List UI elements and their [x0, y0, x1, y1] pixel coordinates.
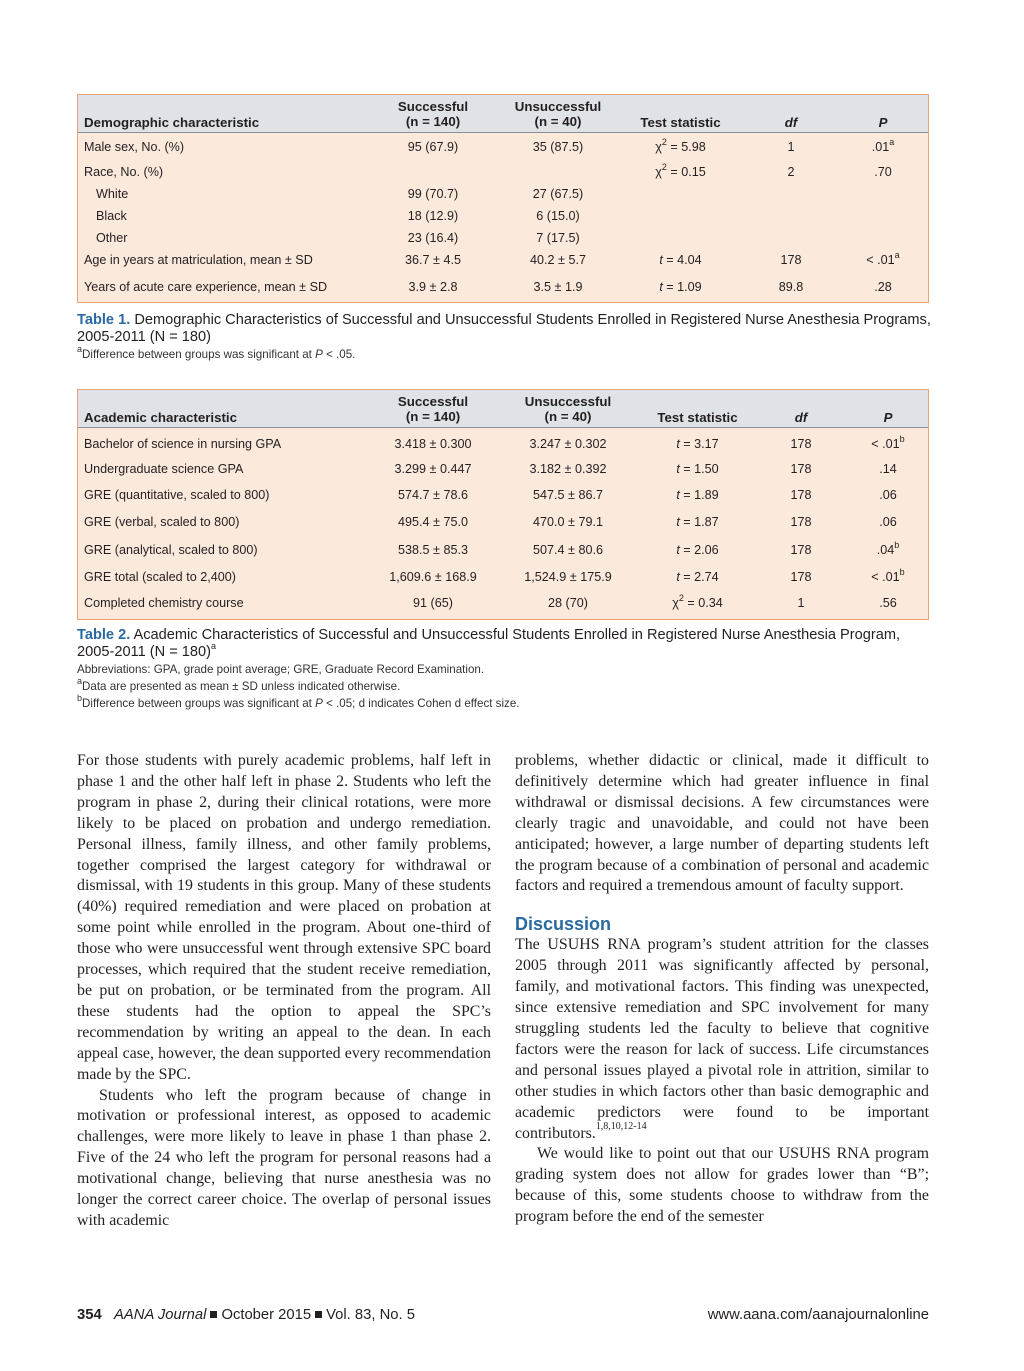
col-header-p: P — [878, 115, 888, 130]
paragraph: We would like to point out that our USUHS RNA program grading system does not allow for grades lower than “B”; because of this, some students choose to withdraw from the program before the end of the semester — [515, 1145, 929, 1226]
cell-df: 178 — [790, 515, 812, 529]
cell-p-value: < .01$^b$ — [871, 566, 905, 584]
row-label: Black — [96, 209, 127, 223]
cell-successful: 495.4 ± 75.0 — [398, 515, 468, 529]
col-header-test-statistic: Test statistic — [657, 410, 738, 425]
table-1-caption-text: Demographic Characteristics of Successful and Unsuccessful Students Enrolled in Registered Nurse Anesthesia Programs, 2005-2011 (N = 180) — [77, 312, 931, 345]
volume-number: Vol. 83, No. 5 — [326, 1307, 415, 1323]
journal-name: AANA Journal — [114, 1307, 207, 1323]
cell-test-statistic: t = 1.50 — [676, 462, 719, 476]
col-header-unsuccessful: Unsuccessful (n = 40) — [524, 394, 612, 424]
col-header-unsuccessful: Unsuccessful (n = 40) — [514, 99, 602, 129]
body-column-right — [515, 751, 929, 1228]
cell-p-value: .70 — [874, 165, 892, 179]
cell-test-statistic: t = 4.04 — [659, 253, 702, 267]
cell-test-statistic: t = 3.17 — [676, 437, 719, 451]
cell-df: 178 — [790, 488, 812, 502]
cell-test-statistic: t = 2.06 — [676, 543, 719, 557]
body-column-left — [77, 751, 491, 1232]
cell-p-value: .28 — [874, 280, 892, 294]
col-header-test-statistic: Test statistic — [640, 115, 721, 130]
cell-unsuccessful: 1,524.9 ± 175.9 — [524, 570, 612, 584]
cell-test-statistic: t = 2.74 — [676, 570, 719, 584]
cell-unsuccessful: 40.2 ± 5.7 — [530, 253, 586, 267]
cell-df: 2 — [787, 165, 795, 179]
cell-unsuccessful: 3.247 ± 0.302 — [529, 437, 607, 451]
col-header-df: df — [784, 115, 798, 130]
col-header-successful: Successful (n = 140) — [397, 99, 469, 129]
row-label: GRE (analytical, scaled to 800) — [84, 543, 258, 557]
row-label: GRE (quantitative, scaled to 800) — [84, 488, 270, 502]
cell-test-statistic: $\chi^2 = 0.15$ — [655, 161, 706, 179]
row-label: Race, No. (%) — [84, 165, 164, 179]
cell-unsuccessful: 35 (87.5) — [532, 140, 584, 154]
cell-successful: 574.7 ± 78.6 — [398, 488, 468, 502]
bullet-square-icon — [210, 1311, 217, 1318]
row-label: Other — [96, 231, 128, 245]
col-header-p: P — [883, 410, 893, 425]
row-label: White — [96, 187, 129, 201]
cell-successful: 3.418 ± 0.300 — [394, 437, 472, 451]
section-heading-discussion: Discussion — [515, 914, 612, 935]
table-2-footnote-abbreviations: Abbreviations: GPA, grade point average; GRE, Graduate Record Examination. — [77, 663, 485, 676]
cell-df: 178 — [780, 253, 802, 267]
journal-url: www.aana.com/aanajournalonline — [707, 1307, 929, 1323]
citation-refs: 1,8,10,12-14 — [595, 1121, 647, 1133]
col-header-successful: Successful (n = 140) — [397, 394, 469, 424]
cell-df: 1 — [787, 140, 795, 154]
col-header-characteristic: Academic characteristic — [84, 410, 237, 425]
cell-p-value: .01$^a$ — [871, 136, 895, 154]
cell-df: 178 — [790, 437, 812, 451]
paragraph: For those students with purely academic problems, half left in phase 1 and the other half left in phase 2. Students who left the program in phase 2, during their clinical rotations, were more likely to be placed on probation and undergo remediation. Personal illness, family illness, and other family problems, together comprised the largest category for withdrawal or dismissal, with 19 students in this group. Many of these students (40%) required remediation and were placed on probation at some point while enrolled in the program. About one-third of those who were unsuccessful went through extensive SPC board processes, which required that the student receive remediation, be put on probation, or be terminated from the program. All these students had the option to appeal the SPC’s recommendation by writing an appeal to the dean. In each appeal case, however, the dean supported every recommendation made by the SPC. — [77, 752, 491, 1083]
cell-successful: 36.7 ± 4.5 — [405, 253, 461, 267]
cell-successful: 99 (70.7) — [407, 187, 459, 201]
cell-df: 89.8 — [778, 280, 804, 294]
cell-successful: 1,609.6 ± 168.9 — [389, 570, 477, 584]
cell-df: 1 — [797, 596, 805, 610]
cell-df: 178 — [790, 543, 812, 557]
cell-test-statistic: $\chi^2 = 5.98$ — [655, 136, 706, 154]
table-1-header — [78, 95, 928, 133]
cell-p-value: < .01$^b$ — [871, 433, 905, 451]
cell-successful: 91 (65) — [413, 596, 453, 610]
page-footer-left — [77, 1306, 415, 1324]
cell-successful: 23 (16.4) — [407, 231, 459, 245]
row-label: GRE (verbal, scaled to 800) — [84, 515, 240, 529]
cell-p-value: .04$^b$ — [876, 539, 900, 557]
bullet-square-icon — [315, 1311, 322, 1318]
col-header-characteristic: Demographic characteristic — [84, 115, 260, 130]
cell-unsuccessful: 6 (15.0) — [536, 209, 580, 223]
page-number: 354 — [77, 1307, 102, 1323]
row-label: Age in years at matriculation, mean ± SD — [84, 253, 313, 267]
cell-successful: 3.9 ± 2.8 — [408, 280, 458, 294]
table-2 — [77, 389, 929, 620]
paragraph: Students who left the program because of change in motivation or professional interest, as opposed to academic challenges, were more likely to leave in phase 1 than phase 2. Five of the 24 who left the program for personal reasons had a motivational change, believing that nurse anesthesia was no longer the correct career choice. The overlap of personal issues with academic — [77, 1086, 491, 1229]
table-1-caption-label: Table 1. — [77, 312, 131, 328]
row-label: GRE total (scaled to 2,400) — [84, 570, 236, 584]
cell-successful: 18 (12.9) — [407, 209, 459, 223]
cell-successful: 538.5 ± 85.3 — [398, 543, 468, 557]
cell-test-statistic: t = 1.09 — [659, 280, 702, 294]
paragraph: The USUHS RNA program’s student attrition for the classes 2005 through 2011 was significantly affected by personal, family, and motivational factors. This finding was unexpected, since extensive remediation and SPC involvement for many struggling students led the faculty to believe that cognitive factors were the reason for lack of success. Life circumstances and personal issues played a pivotal role in attrition, similar to other studies in which factors other than basic demographic and academic predictors were found to be important contributors.$^{1,8,10,12-14}$ — [515, 936, 929, 1142]
row-label: Years of acute care experience, mean ± SD — [84, 280, 328, 294]
cell-unsuccessful: 27 (67.5) — [532, 187, 584, 201]
cell-df: 178 — [790, 570, 812, 584]
cell-unsuccessful: 28 (70) — [548, 596, 588, 610]
table-1-caption — [77, 312, 937, 363]
cell-unsuccessful: 3.5 ± 1.9 — [533, 280, 583, 294]
row-label: Undergraduate science GPA — [84, 462, 244, 476]
row-label: Bachelor of science in nursing GPA — [84, 437, 282, 451]
paragraph: problems, whether didactic or clinical, made it difficult to definitively determine which had greater influence in final withdrawal or dismissal decisions. A few circumstances were clearly tragic and unavoidable, and could not have been anticipated; however, a large number of departing students left the program because of a combination of personal and academic factors and required a tremendous amount of faculty support. — [515, 752, 929, 895]
table-2-caption-label: Table 2. — [77, 627, 131, 643]
cell-successful: 3.299 ± 0.447 — [394, 462, 472, 476]
cell-p-value: < .01$^a$ — [866, 249, 900, 267]
cell-unsuccessful: 547.5 ± 86.7 — [533, 488, 603, 502]
cell-test-statistic: t = 1.87 — [676, 515, 719, 529]
cell-p-value: .06 — [879, 515, 897, 529]
table-1 — [77, 94, 929, 303]
col-header-df: df — [794, 410, 808, 425]
cell-unsuccessful: 507.4 ± 80.6 — [533, 543, 603, 557]
table-2-footnote-a: $^a$Data are presented as mean ± SD unless indicated otherwise. — [77, 676, 401, 693]
row-label: Male sex, No. (%) — [84, 140, 185, 154]
cell-unsuccessful: 470.0 ± 79.1 — [533, 515, 603, 529]
cell-p-value: .06 — [879, 488, 897, 502]
cell-df: 178 — [790, 462, 812, 476]
row-label: Completed chemistry course — [84, 596, 244, 610]
cell-p-value: .14 — [879, 462, 897, 476]
table-1-footnote: $^a$Difference between groups was significant at P < .05. — [77, 344, 356, 361]
table-2-caption: Table 2. Academic Characteristics of Successful and Unsuccessful Students Enrolled in Registered Nurse Anesthesia Program, 2005-2011 (N = 180)$^a$ Abbreviations: GPA, grade point average; GRE, Graduate Record Examination. $^a$Data are presented as mean ± SD unless indicated otherwise. $^b$Difference between groups was significant at P < .05; d indicates Cohen d effect size. — [77, 627, 937, 712]
cell-unsuccessful: 7 (17.5) — [536, 231, 580, 245]
table-2-footnote-b: $^b$Difference between groups was significant at P < .05; d indicates Cohen d effect size. — [77, 693, 520, 710]
table-2-caption-text: Academic Characteristics of Successful and Unsuccessful Students Enrolled in Registered Nurse Anesthesia Program, 2005-2011 (N = 180) — [77, 627, 901, 660]
cell-successful: 95 (67.9) — [407, 140, 459, 154]
issue-date: October 2015 — [221, 1307, 312, 1323]
table-2-header — [78, 390, 928, 428]
cell-test-statistic: $\chi^2 = 0.34$ — [672, 592, 723, 610]
cell-test-statistic: t = 1.89 — [676, 488, 719, 502]
cell-unsuccessful: 3.182 ± 0.392 — [529, 462, 607, 476]
cell-p-value: .56 — [879, 596, 897, 610]
